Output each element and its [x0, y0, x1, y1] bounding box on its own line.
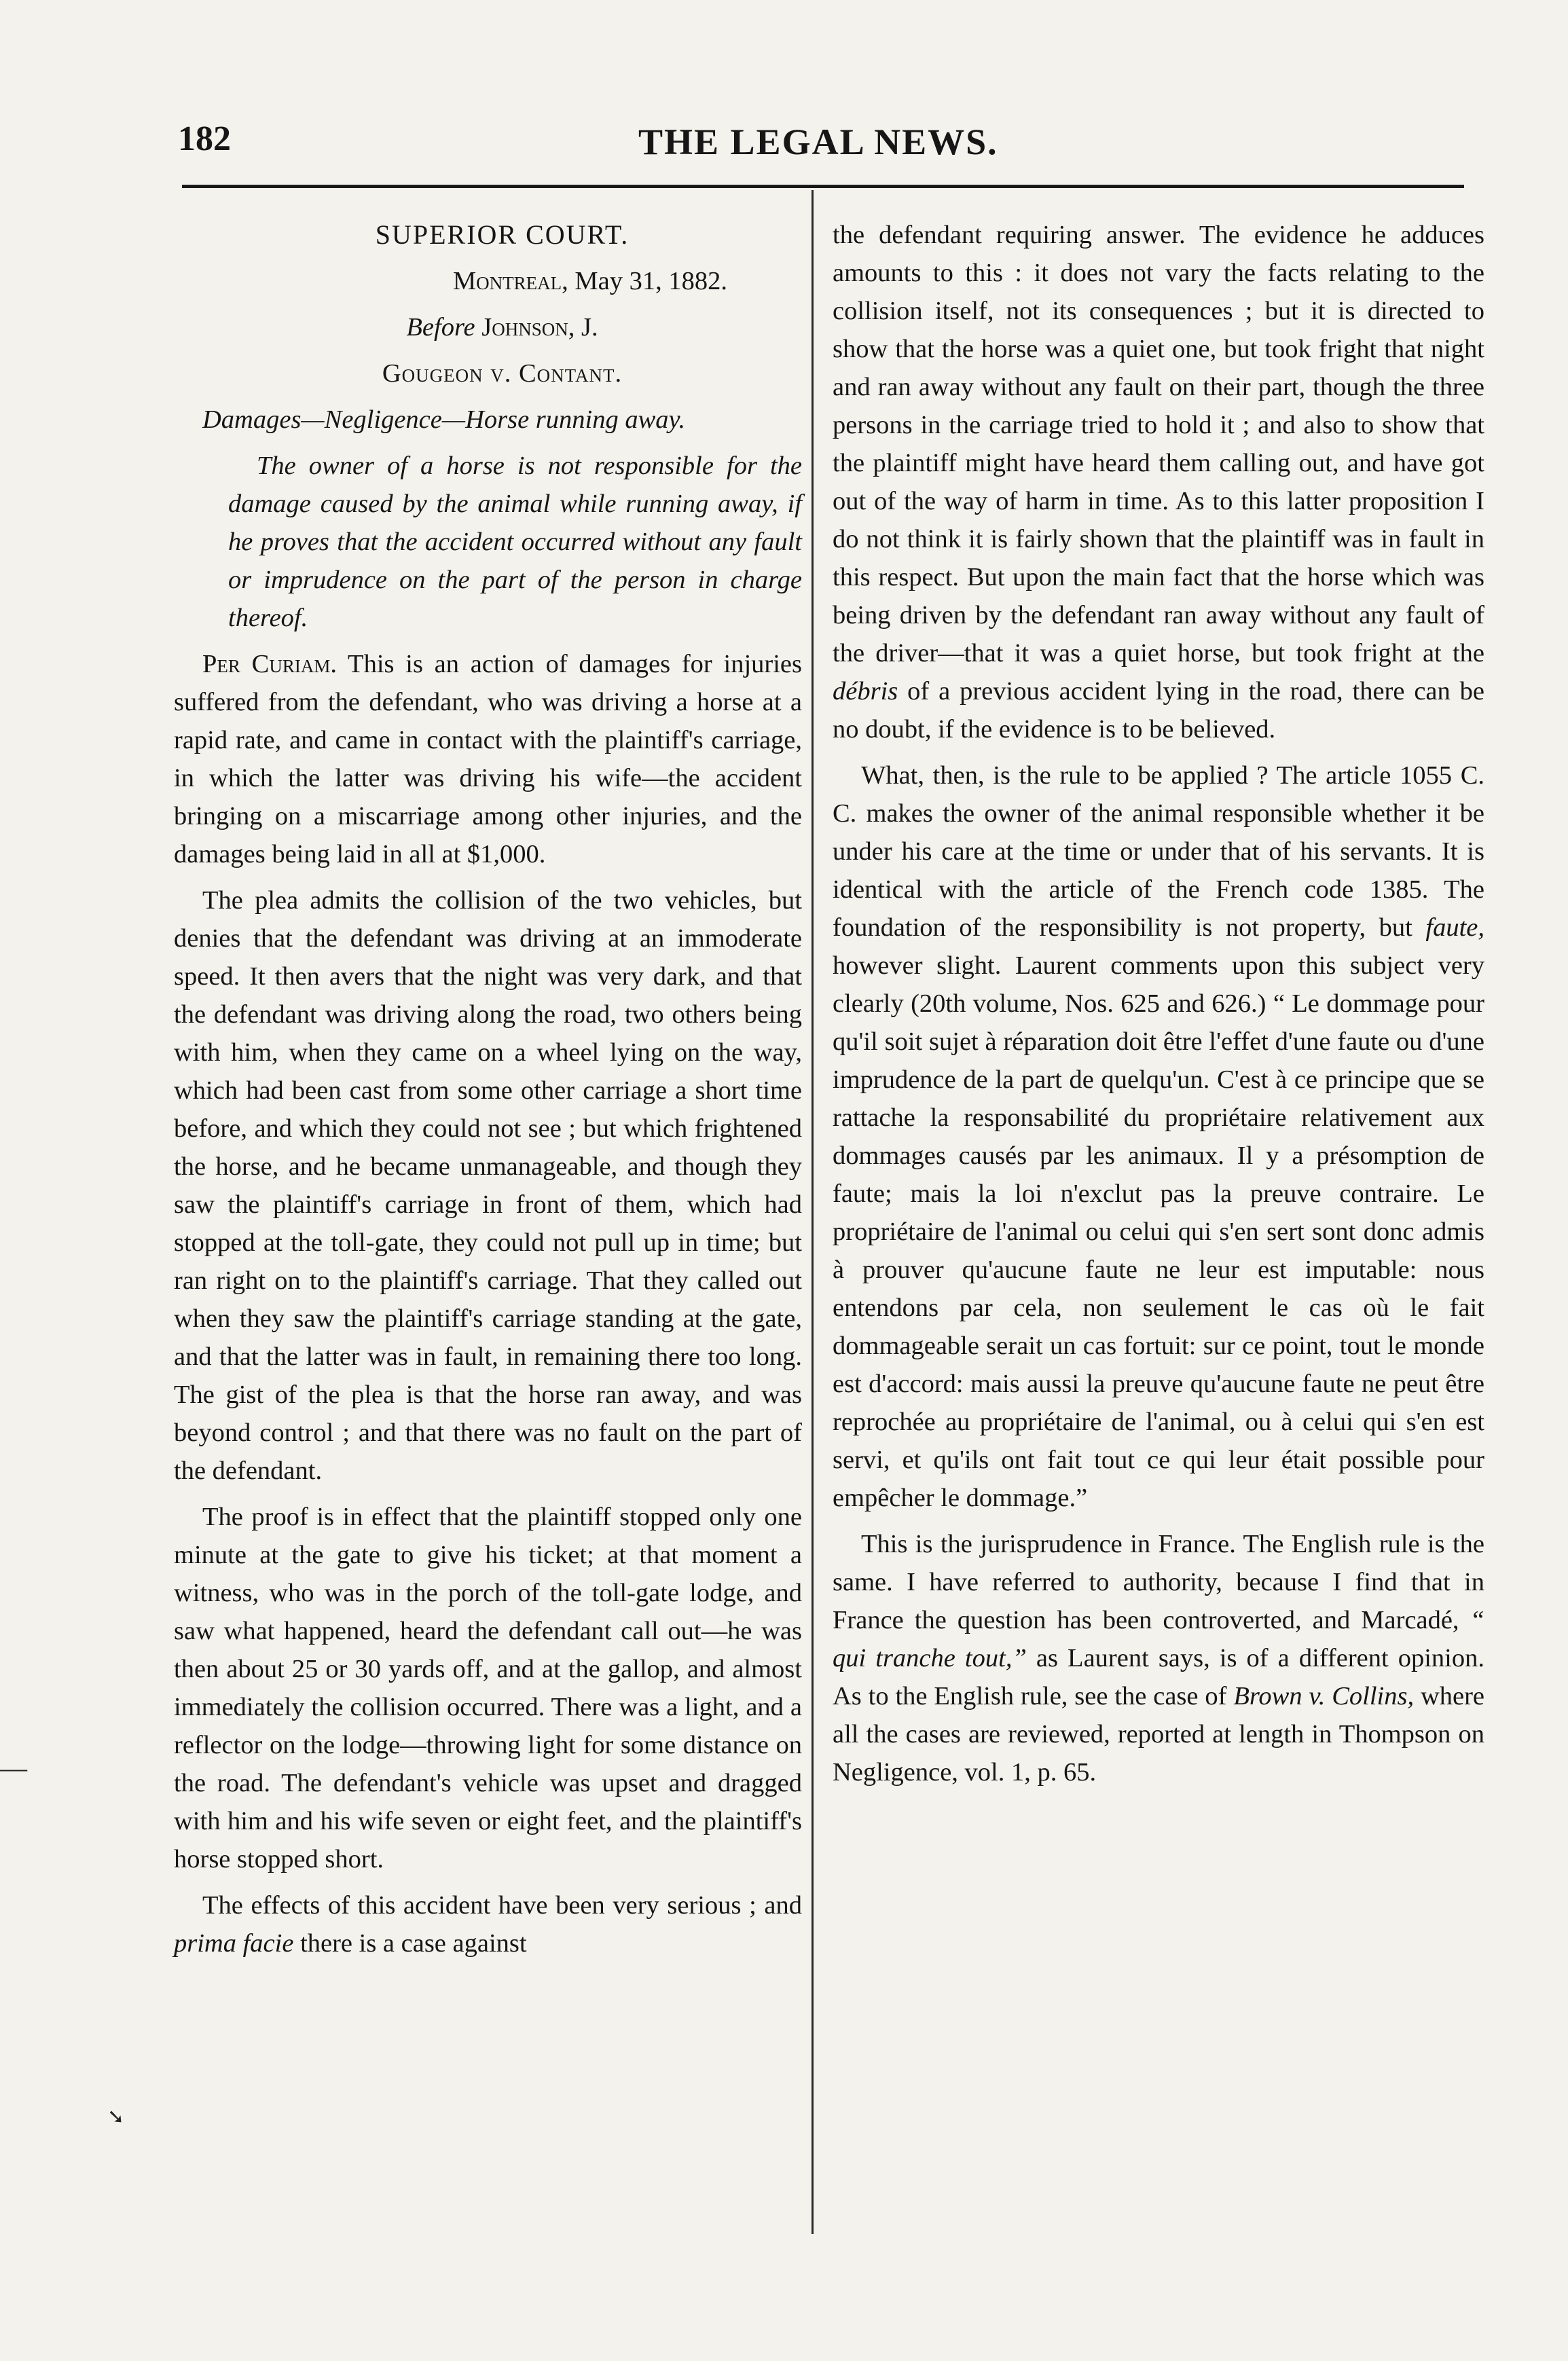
paragraph-text: This is an action of damages for injuries suffered from the defendant, who was driving a horse at a rapid rate, and came in contact with the plaintiff's carriage, in which the latter was driving his wife—the accident bringing on a miscarriage among other injuries, and the damages being laid in all at $1,000.	[174, 650, 802, 868]
paragraph-text: What, then, is the rule to be applied ? The article 1055 C. C. makes the owner of the animal responsible whether it be under his care at the time or under that of his servants. It is identical with the article of the French code 1385. The foundation of the responsibility is not property, but	[833, 761, 1484, 942]
subject-line: Damages—Negligence—Horse running away.	[202, 405, 686, 434]
syllabus: The owner of a horse is not responsible for the damage caused by the animal while running away, if he proves that the accident occurred without any fault or imprudence on the part of the person in charge thereof.	[228, 452, 802, 632]
paragraph	[833, 1525, 1484, 1791]
margin-mark: ➘	[107, 2106, 125, 2128]
running-head: THE LEGAL NEWS.	[638, 122, 998, 162]
header-rule	[182, 185, 1464, 188]
court-heading: SUPERIOR COURT.	[375, 219, 630, 250]
right-column	[833, 216, 1484, 1799]
left-column	[174, 216, 802, 1971]
paragraph	[833, 756, 1484, 1517]
judge-name: Johnson, J.	[481, 313, 598, 342]
paragraph	[174, 1886, 802, 1962]
column-divider	[812, 190, 814, 2234]
paragraph	[174, 645, 802, 873]
date-place: Montreal,	[452, 267, 568, 295]
judge-line	[174, 308, 802, 346]
per-curiam-label: Per Curiam.	[202, 650, 337, 678]
paragraph-text: however slight. Laurent comments upon this subject very clearly (20th volume, Nos. 625 and 626.) “ Le dommage pour qu'il soit sujet à réparation doit être l'effet d'une faute ou d'une imprudence de la part de quelqu'un. C'est à ce principe que se rattache la responsabilité du propriétaire relativement aux dommages causés par les animaux. Il y a présomption de faute; mais la loi n'exclut pas la preuve contraire. Le propriétaire de l'animal ou celui qui s'en sert sont donc admis à prouver qu'aucune faute ne leur est imputable: nous entendons par cela, non seulement le cas où le fait dommageable serait un cas fortuit: sur ce point, tout le monde est d'accord: mais aussi la preuve qu'aucune faute ne peut être reprochée au propriétaire de l'animal, ou à celui qui s'en est servi, et qu'ils ont fait tout ce qui leur était possible pour empêcher le dommage.”	[833, 951, 1484, 1512]
paragraph-text: the defendant requiring answer. The evidence he adduces amounts to this : it does not vary the facts relating to the collision itself, not its consequences ; but it is directed to show that the horse was a quiet one, but took fright that night and ran away without any fault on their part, though the three persons in the carriage tried to hold it ; and also to show that the plaintiff might have heard them calling out, and have got out of the way of harm in time. As to this latter proposition I do not think it is fairly shown that the plaintiff was in fault in this respect. But upon the main fact that the horse which was being driven by the defendant ran away without any fault of the driver—that it was a quiet horse, but took fright at the	[833, 221, 1484, 667]
case-title: Gougeon v. Contant.	[382, 359, 623, 388]
paragraph-text: where all the cases are reviewed, reported at length in Thompson on Negligence, vol. 1, p. 65.	[833, 1682, 1485, 1787]
paragraph-text: The effects of this accident have been very serious ; and	[202, 1891, 802, 1920]
italic-phrase: débris	[833, 677, 898, 706]
paragraph: The proof is in effect that the plaintiff stopped only one minute at the gate to give his ticket; at that moment a witness, who was in the porch of the toll-gate lodge, and saw what happened, heard the defendant call out—he was then about 25 or 30 yards off, and at the gallop, and almost immediately the collision occurred. There was a light, and a reflector on the lodge—throwing light for some distance on the road. The defendant's vehicle was upset and dragged with him and his wife seven or eight feet, and the plaintiff's horse stopped short.	[174, 1503, 802, 1873]
page-number: 182	[178, 120, 231, 158]
paragraph-text: as Laurent says, is of a different opinion. As to the English rule, see the case of	[833, 1644, 1485, 1710]
judge-prefix: Before	[406, 313, 475, 342]
paragraph	[833, 216, 1484, 748]
paragraph-text: This is the jurisprudence in France. The English rule is the same. I have referred to authority, because I find that in France the question has been controverted, and Marcadé,	[833, 1530, 1484, 1634]
margin-mark: —	[0, 1753, 27, 1783]
paragraph-text: there is a case against	[300, 1929, 527, 1958]
dateline	[174, 262, 802, 300]
italic-phrase: faute,	[1425, 913, 1484, 942]
italic-phrase: “ qui tranche tout,”	[833, 1606, 1485, 1672]
italic-phrase: prima facie	[174, 1929, 294, 1958]
date: May 31, 1882.	[575, 267, 727, 295]
case-name: Brown v. Collins,	[1233, 1682, 1415, 1710]
paragraph-text: of a previous accident lying in the road, there can be no doubt, if the evidence is to be believed.	[833, 677, 1485, 744]
paragraph: The plea admits the collision of the two vehicles, but denies that the defendant was driving at an immoderate speed. It then avers that the night was very dark, and that the defendant was driving along the road, two others being with him, when they came on a wheel lying on the way, which had been cast from some other carriage a short time before, and which they could not see ; but which frightened the horse, and he became unmanageable, and though they saw the plaintiff's carriage in front of them, which had stopped at the toll-gate, they could not pull up in time; but ran right on to the plaintiff's carriage. That they called out when they saw the plaintiff's carriage standing at the gate, and that the latter was in fault, in remaining there too long. The gist of the plea is that the horse ran away, and was beyond control ; and that there was no fault on the part of the defendant.	[174, 886, 802, 1485]
